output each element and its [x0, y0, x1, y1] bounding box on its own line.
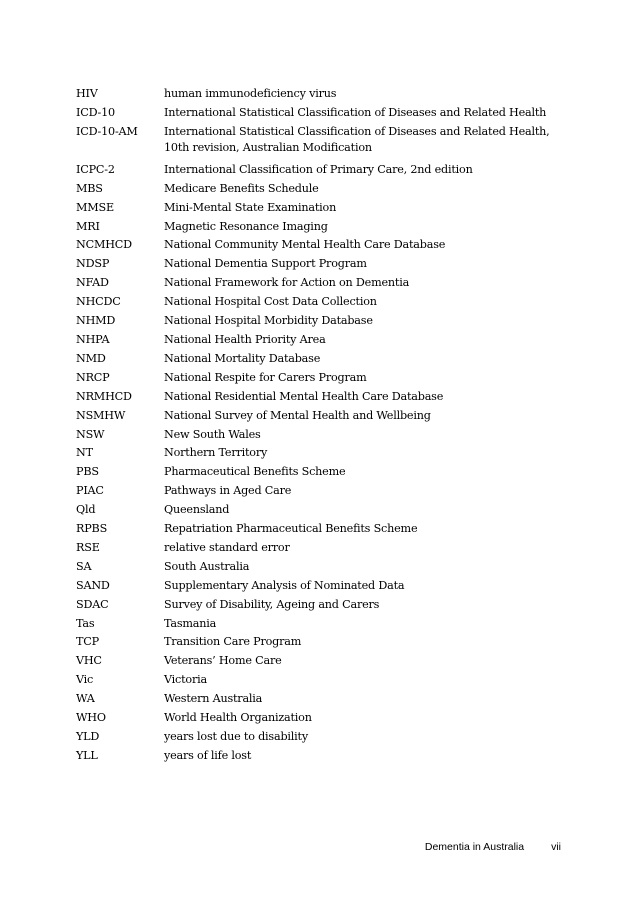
abbreviation-term: NFAD [76, 276, 109, 290]
abbreviation-row [76, 577, 556, 596]
abbreviation-row [76, 709, 556, 728]
abbreviation-term: Tas [76, 616, 95, 630]
abbreviation-row [76, 274, 556, 293]
abbreviation-row [76, 633, 556, 652]
abbreviation-definition: human immunodeficiency virus [164, 87, 337, 100]
abbreviation-term: Vic [76, 673, 94, 687]
abbreviation-row [76, 747, 556, 766]
abbreviation-term: NSW [76, 427, 105, 441]
abbreviation-term: ICPC-2 [76, 162, 115, 176]
abbreviation-row [76, 123, 556, 161]
abbreviation-definition: New South Wales [164, 427, 261, 441]
abbreviation-definition: National Survey of Mental Health and Wellbeing [164, 408, 431, 422]
abbreviation-definition: South Australia [164, 559, 250, 573]
abbreviation-term: YLL [76, 748, 98, 762]
abbreviation-definition: National Hospital Morbidity Database [164, 314, 373, 328]
abbreviation-row [76, 312, 556, 331]
abbreviation-row [76, 690, 556, 709]
abbreviation-term: ICD-10-AM [76, 124, 138, 138]
abbreviation-definition: National Dementia Support Program [164, 257, 367, 271]
page-footer [425, 841, 561, 854]
abbreviation-definition: Victoria [164, 673, 207, 687]
abbreviation-term: YLD [76, 730, 100, 743]
abbreviation-definition: National Community Mental Health Care Database [164, 238, 446, 252]
abbreviation-row [76, 501, 556, 520]
abbreviation-row [76, 180, 556, 199]
abbreviation-row [76, 407, 556, 426]
abbreviation-definition: Tasmania [164, 616, 217, 630]
abbreviation-row [76, 652, 556, 671]
abbreviation-definition: Western Australia [164, 692, 263, 706]
abbreviation-row [76, 331, 556, 350]
abbreviation-term: WHO [76, 711, 106, 725]
abbreviation-term: NHMD [76, 314, 116, 328]
abbreviation-row [76, 539, 556, 558]
abbreviation-definition: Mini-Mental State Examination [164, 200, 337, 214]
abbreviation-term: WA [76, 692, 95, 706]
abbreviation-term: MMSE [76, 200, 114, 214]
abbreviation-term: ICD-10 [76, 105, 115, 119]
abbreviation-row [76, 426, 556, 445]
abbreviation-term: NHPA [76, 332, 110, 346]
abbreviation-row [76, 369, 556, 388]
abbreviation-definition: Pathways in Aged Care [164, 484, 292, 498]
abbreviation-row [76, 293, 556, 312]
abbreviation-definition: World Health Organization [164, 711, 312, 725]
abbreviation-list [76, 85, 556, 766]
footer-title: Dementia in Australia [424, 841, 525, 853]
abbreviation-definition: International Statistical Classification of Diseases and Related Health [164, 105, 547, 119]
abbreviation-definition: Supplementary Analysis of Nominated Data [164, 578, 405, 592]
abbreviation-definition: National Residential Mental Health Care Database [164, 389, 444, 403]
abbreviation-definition: International Statistical Classification of Diseases and Related Health, 10th revision, Australian Modification [164, 124, 550, 155]
abbreviation-term: VHC [76, 654, 102, 668]
abbreviation-definition: Repatriation Pharmaceutical Benefits Scheme [164, 522, 418, 536]
abbreviation-definition: National Mortality Database [164, 351, 321, 365]
abbreviation-definition: Northern Territory [164, 446, 268, 460]
abbreviation-term: NCMHCD [76, 238, 132, 252]
abbreviation-term: NRCP [76, 370, 110, 384]
abbreviation-term: PBS [76, 465, 99, 479]
abbreviation-term: HIV [76, 87, 98, 100]
abbreviation-term: PIAC [76, 484, 104, 498]
abbreviation-definition: National Hospital Cost Data Collection [164, 295, 377, 309]
abbreviation-term: NSMHW [76, 408, 126, 422]
abbreviation-term: NRMHCD [76, 389, 132, 403]
abbreviation-row [76, 218, 556, 237]
abbreviation-term: Qld [76, 503, 96, 517]
abbreviation-definition: Survey of Disability, Ageing and Carers [164, 597, 380, 611]
abbreviation-row [76, 728, 556, 747]
abbreviation-term: SA [76, 559, 92, 573]
abbreviation-row [76, 199, 556, 218]
abbreviation-term: TCP [76, 635, 99, 649]
abbreviation-row [76, 104, 556, 123]
abbreviation-term: NDSP [76, 257, 110, 271]
abbreviation-term: NHCDC [76, 295, 121, 309]
abbreviation-term: SAND [76, 578, 110, 592]
abbreviation-definition: relative standard error [164, 540, 290, 554]
abbreviation-definition: Queensland [164, 503, 230, 517]
abbreviation-definition: Magnetic Resonance Imaging [164, 219, 328, 233]
abbreviation-definition: International Classification of Primary Care, 2nd edition [164, 162, 473, 176]
abbreviation-term: RPBS [76, 522, 108, 536]
abbreviation-row [76, 85, 556, 104]
abbreviation-row [76, 161, 556, 180]
abbreviation-row [76, 482, 556, 501]
abbreviation-row [76, 520, 556, 539]
abbreviation-definition: National Respite for Carers Program [164, 370, 367, 384]
abbreviation-term: NT [76, 446, 93, 460]
abbreviation-row [76, 255, 556, 274]
abbreviation-definition: Veterans’ Home Care [164, 654, 282, 668]
page-number: vii [551, 841, 561, 853]
abbreviation-row [76, 444, 556, 463]
abbreviation-term: NMD [76, 351, 106, 365]
abbreviation-row [76, 596, 556, 615]
abbreviation-row [76, 350, 556, 369]
abbreviation-definition: National Framework for Action on Dementia [164, 276, 410, 290]
abbreviation-term: MBS [76, 181, 103, 195]
abbreviation-definition: Medicare Benefits Schedule [164, 181, 319, 195]
abbreviation-definition: years lost due to disability [164, 730, 308, 743]
abbreviation-row [76, 236, 556, 255]
abbreviation-row [76, 463, 556, 482]
abbreviation-definition: Transition Care Program [164, 635, 302, 649]
abbreviation-row [76, 558, 556, 577]
abbreviation-definition: Pharmaceutical Benefits Scheme [164, 465, 346, 479]
abbreviation-row [76, 388, 556, 407]
abbreviation-term: MRI [76, 219, 100, 233]
abbreviation-row [76, 615, 556, 634]
abbreviation-term: SDAC [76, 597, 109, 611]
abbreviation-term: RSE [76, 540, 100, 554]
abbreviation-definition: National Health Priority Area [164, 332, 326, 346]
abbreviation-definition: years of life lost [164, 748, 252, 762]
abbreviation-row [76, 671, 556, 690]
